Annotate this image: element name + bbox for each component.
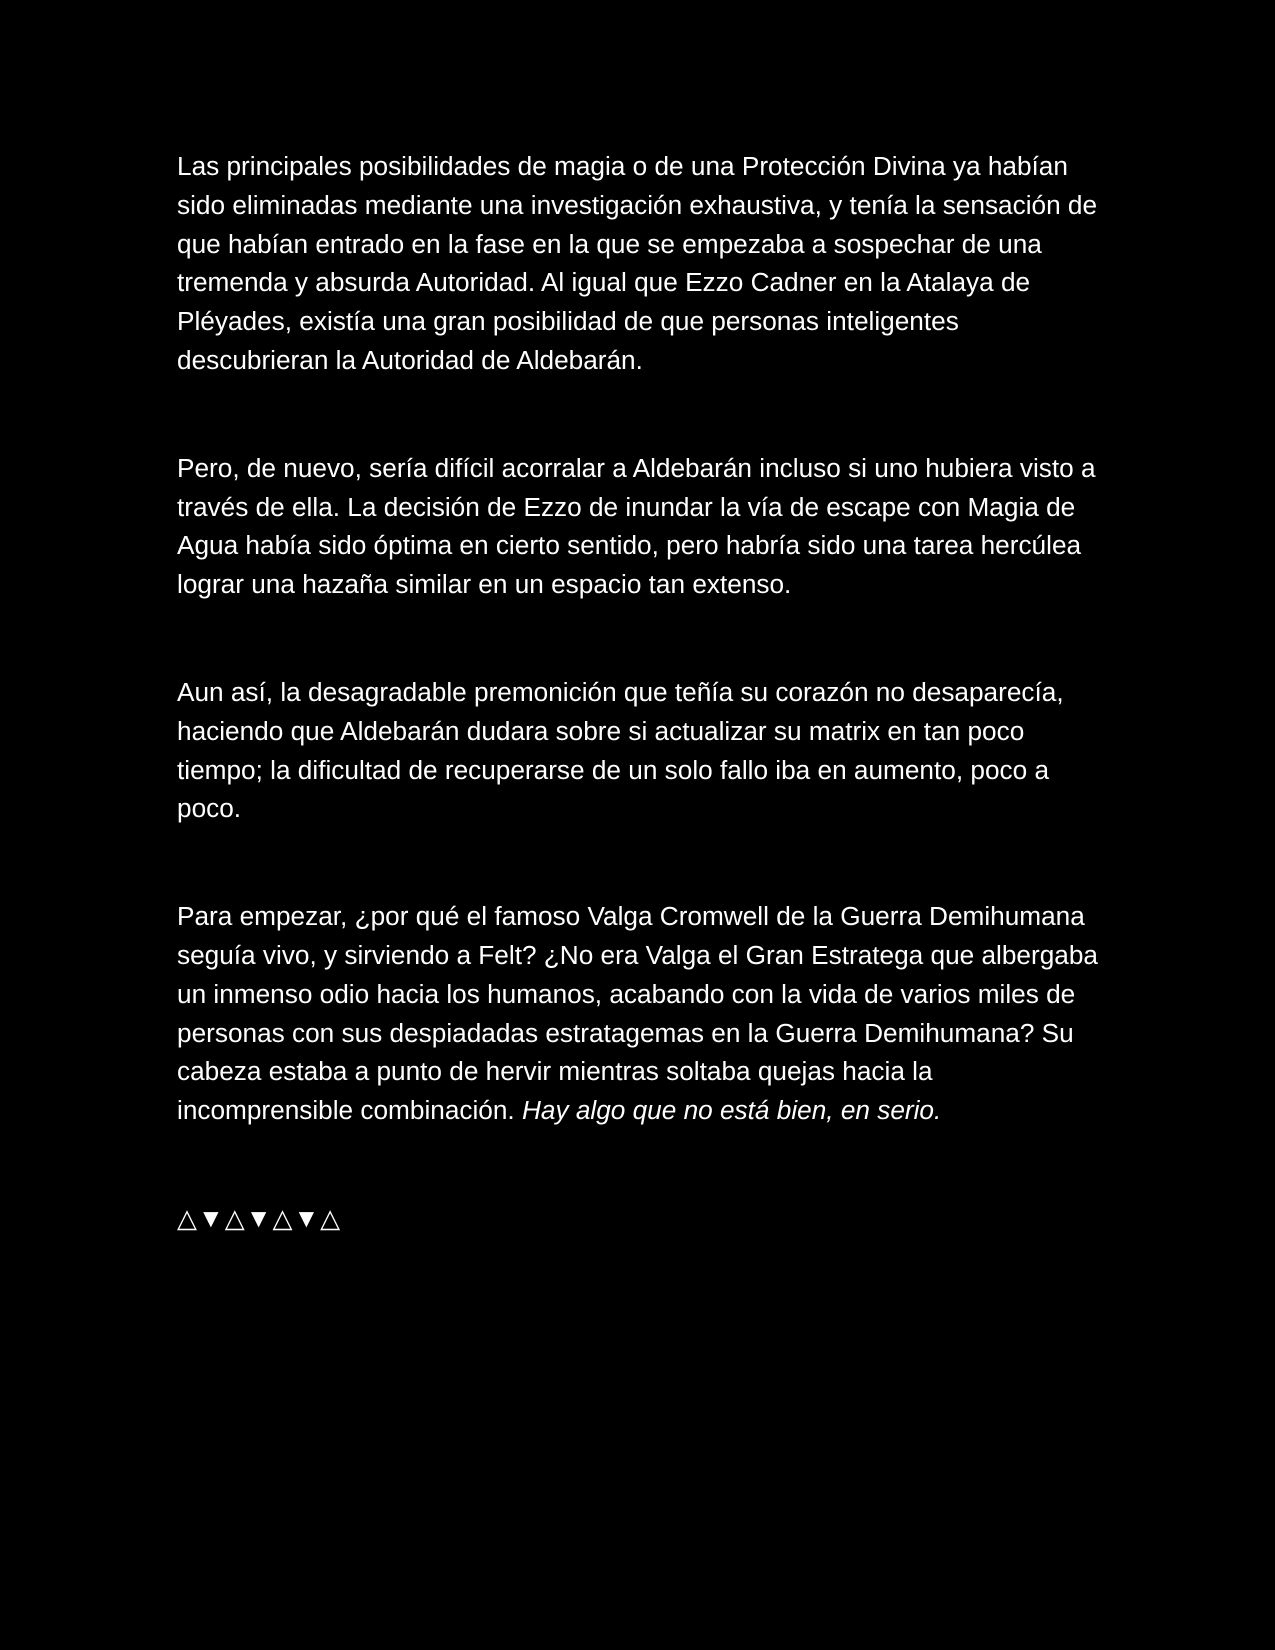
paragraph-4-italic: Hay algo que no está bien, en serio. xyxy=(521,1095,942,1126)
paragraph-1: Las principales posibilidades de magia o de una Protección Divina ya habían sido eliminadas mediante una investigación exhaustiva, y tenía la sensación de que habían entrado en la fase en la que se empezaba a sospechar de una tremenda y absurda Autoridad. Al igual que Ezzo Cadner en la Atalaya de Pléyades, existía una gran posibilidad de que personas inteligentes descubrieran la Autoridad de Aldebarán. xyxy=(177,151,1098,375)
scene-divider: △▼△▼△▼△ xyxy=(177,1202,342,1233)
document-page xyxy=(177,147,1102,1237)
paragraph-2: Pero, de nuevo, sería difícil acorralar a Aldebarán incluso si uno hubiera visto a través de ella. La decisión de Ezzo de inundar la vía de escape con Magia de Agua había sido óptima en cierto sentido, pero habría sido una tarea hercúlea lograr una hazaña similar en un espacio tan extenso. xyxy=(177,452,1096,600)
paragraph-4-text: Para empezar, ¿por qué el famoso Valga Cromwell de la Guerra Demihumana seguía vivo, y sirviendo a Felt? ¿No era Valga el Gran Estratega que albergaba un inmenso odio hacia los humanos, acabando con la vida de varios miles de personas con sus despiadadas estratagemas en la Guerra Demihumana? Su cabeza estaba a punto de hervir mientras soltaba quejas hacia la incomprensible combinación. xyxy=(177,901,1098,1126)
paragraph-4 xyxy=(177,897,1102,1130)
paragraph-3: Aun así, la desagradable premonición que teñía su corazón no desaparecía, haciendo que Aldebarán dudara sobre si actualizar su matrix en tan poco tiempo; la dificultad de recuperarse de un solo fallo iba en aumento, poco a poco. xyxy=(177,676,1064,824)
